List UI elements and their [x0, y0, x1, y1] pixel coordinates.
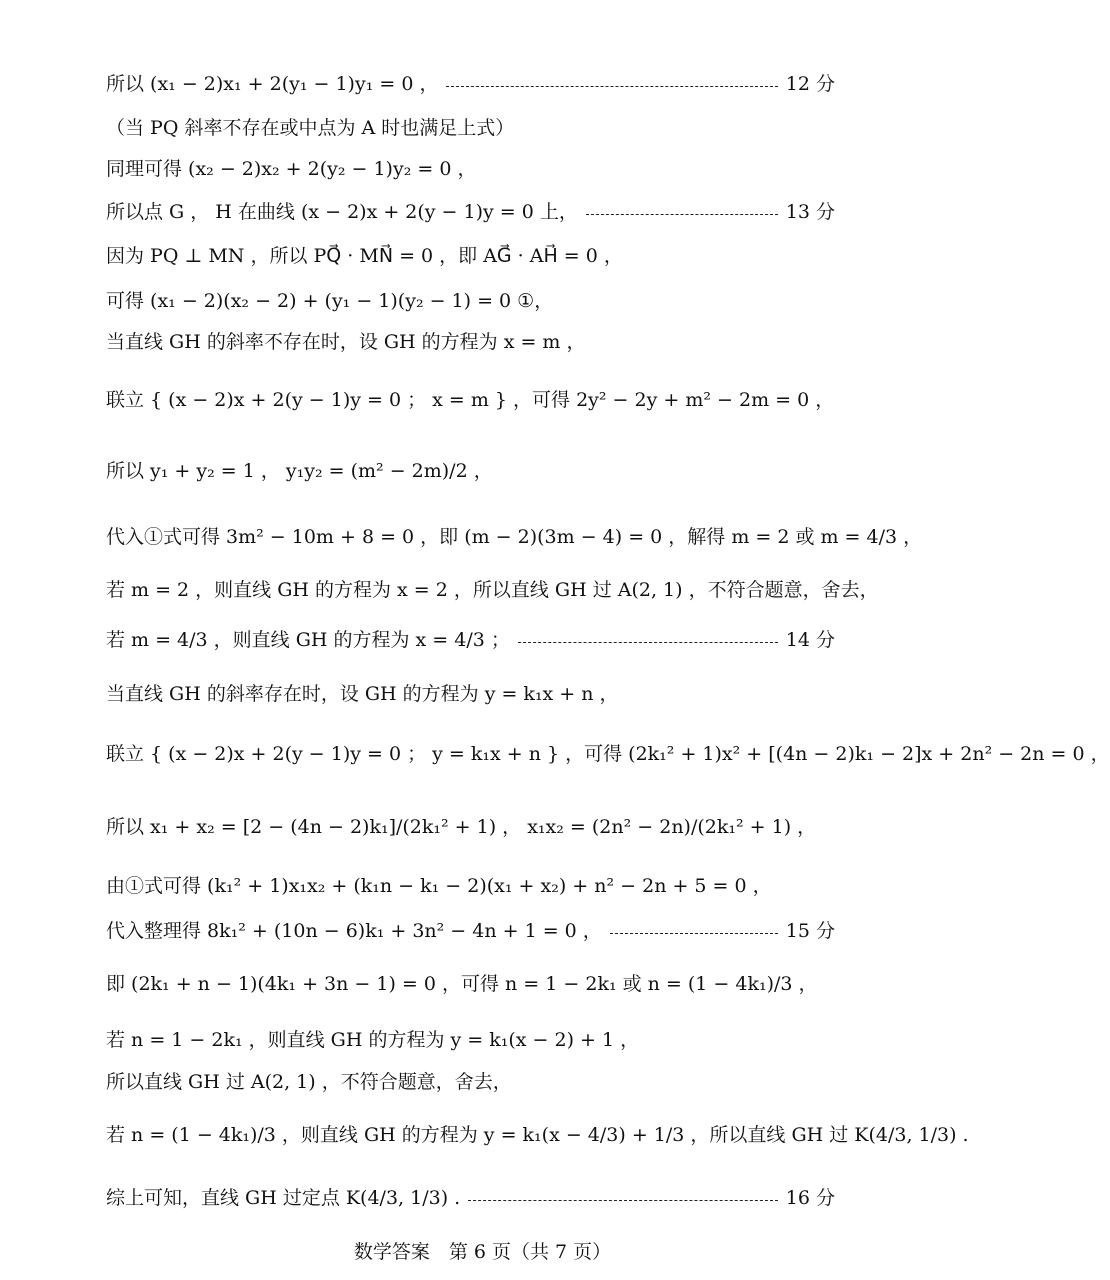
solution-line	[106, 578, 879, 602]
solution-line	[106, 1028, 835, 1052]
solution-line	[106, 628, 835, 652]
line-text: 若 n = 1 − 2k₁ ，则直线 GH 的方程为 y = k₁(x − 2) + 1 ，	[106, 1029, 640, 1051]
line-score: 13 分	[785, 201, 835, 223]
solution-line	[106, 330, 835, 354]
solution-line	[106, 157, 835, 181]
line-text: 联立 { (x − 2)x + 2(y − 1)y = 0 ； x = m } ，可得 2y² − 2y + m² − 2m = 0 ，	[106, 389, 835, 411]
line-text: 因为 PQ ⊥ MN ，所以 PQ⃗ · MN⃗ = 0 ，即 AG⃗ · AH⃗ = 0 ，	[106, 245, 623, 267]
line-text: 由①式可得 (k₁² + 1)x₁x₂ + (k₁n − k₁ − 2)(x₁ + x₂) + n² − 2n + 5 = 0 ，	[106, 875, 772, 897]
solution-line	[106, 1123, 969, 1147]
solution-line	[106, 244, 835, 268]
score-leader	[610, 933, 778, 934]
line-score: 16 分	[785, 1187, 835, 1209]
line-text: 联立 { (x − 2)x + 2(y − 1)y = 0 ； y = k₁x + n } ，可得 (2k₁² + 1)x² + [(4n − 2)k₁ − 2]x + 2n² − 2n = 0 ，	[106, 743, 1110, 765]
solution-line	[106, 972, 835, 996]
score-leader	[518, 642, 778, 643]
line-score: 12 分	[785, 73, 835, 95]
line-text: 当直线 GH 的斜率不存在时，设 GH 的方程为 x = m ，	[106, 331, 586, 353]
line-text: 可得 (x₁ − 2)(x₂ − 2) + (y₁ − 1)(y₂ − 1) = 0 ①，	[106, 290, 554, 312]
solution-line	[106, 919, 835, 943]
solution-line	[106, 815, 835, 839]
line-text: 若 m = 4/3 ，则直线 GH 的方程为 x = 4/3 ；	[106, 629, 510, 651]
score-leader	[586, 214, 778, 215]
line-text: 若 n = (1 − 4k₁)/3 ，则直线 GH 的方程为 y = k₁(x − 4/3) + 1/3 ，所以直线 GH 过 K(4/3, 1/3) .	[106, 1124, 969, 1146]
line-text: 即 (2k₁ + n − 1)(4k₁ + 3n − 1) = 0 ，可得 n = 1 − 2k₁ 或 n = (1 − 4k₁)/3 ，	[106, 973, 818, 995]
line-text: （当 PQ 斜率不存在或中点为 A 时也满足上式）	[106, 117, 515, 139]
line-text: 同理可得 (x₂ − 2)x₂ + 2(y₂ − 1)y₂ = 0 ，	[106, 158, 477, 180]
line-score: 15 分	[785, 920, 835, 942]
solution-line	[106, 682, 835, 706]
solution-line	[106, 1186, 835, 1210]
solution-line	[106, 742, 1110, 766]
line-text: 所以 (x₁ − 2)x₁ + 2(y₁ − 1)y₁ = 0 ，	[106, 73, 439, 95]
solution-line	[106, 388, 835, 412]
line-text: 当直线 GH 的斜率存在时，设 GH 的方程为 y = k₁x + n ，	[106, 683, 619, 705]
solution-line	[106, 72, 835, 96]
line-text: 所以点 G ， H 在曲线 (x − 2)x + 2(y − 1)y = 0 上，	[106, 201, 578, 223]
solution-line	[106, 200, 835, 224]
solution-line	[106, 525, 923, 549]
line-text: 所以 x₁ + x₂ = [2 − (4n − 2)k₁]/(2k₁² + 1) ， x₁x₂ = (2n² − 2n)/(2k₁² + 1) ，	[106, 816, 817, 838]
solution-line	[106, 116, 835, 140]
line-text: 代入整理得 8k₁² + (10n − 6)k₁ + 3n² − 4n + 1 = 0 ，	[106, 920, 602, 942]
solution-line	[106, 874, 835, 898]
solution-line	[106, 459, 835, 483]
line-text: 综上可知，直线 GH 过定点 K(4/3, 1/3) .	[106, 1187, 461, 1209]
solution-line	[106, 289, 835, 313]
line-text: 若 m = 2 ，则直线 GH 的方程为 x = 2 ，所以直线 GH 过 A(2, 1) ，不符合题意，舍去，	[106, 579, 879, 601]
score-leader	[468, 1200, 778, 1201]
line-text: 所以 y₁ + y₂ = 1 ， y₁y₂ = (m² − 2m)/2 ，	[106, 460, 493, 482]
solution-line	[106, 1070, 835, 1094]
line-text: 代入①式可得 3m² − 10m + 8 = 0 ，即 (m − 2)(3m − 4) = 0 ，解得 m = 2 或 m = 4/3 ，	[106, 526, 923, 548]
page-footer: 数学答案 第 6 页（共 7 页）	[353, 1241, 612, 1263]
score-leader	[446, 86, 777, 87]
line-score: 14 分	[785, 629, 835, 651]
line-text: 所以直线 GH 过 A(2, 1) ，不符合题意，舍去，	[106, 1071, 512, 1093]
